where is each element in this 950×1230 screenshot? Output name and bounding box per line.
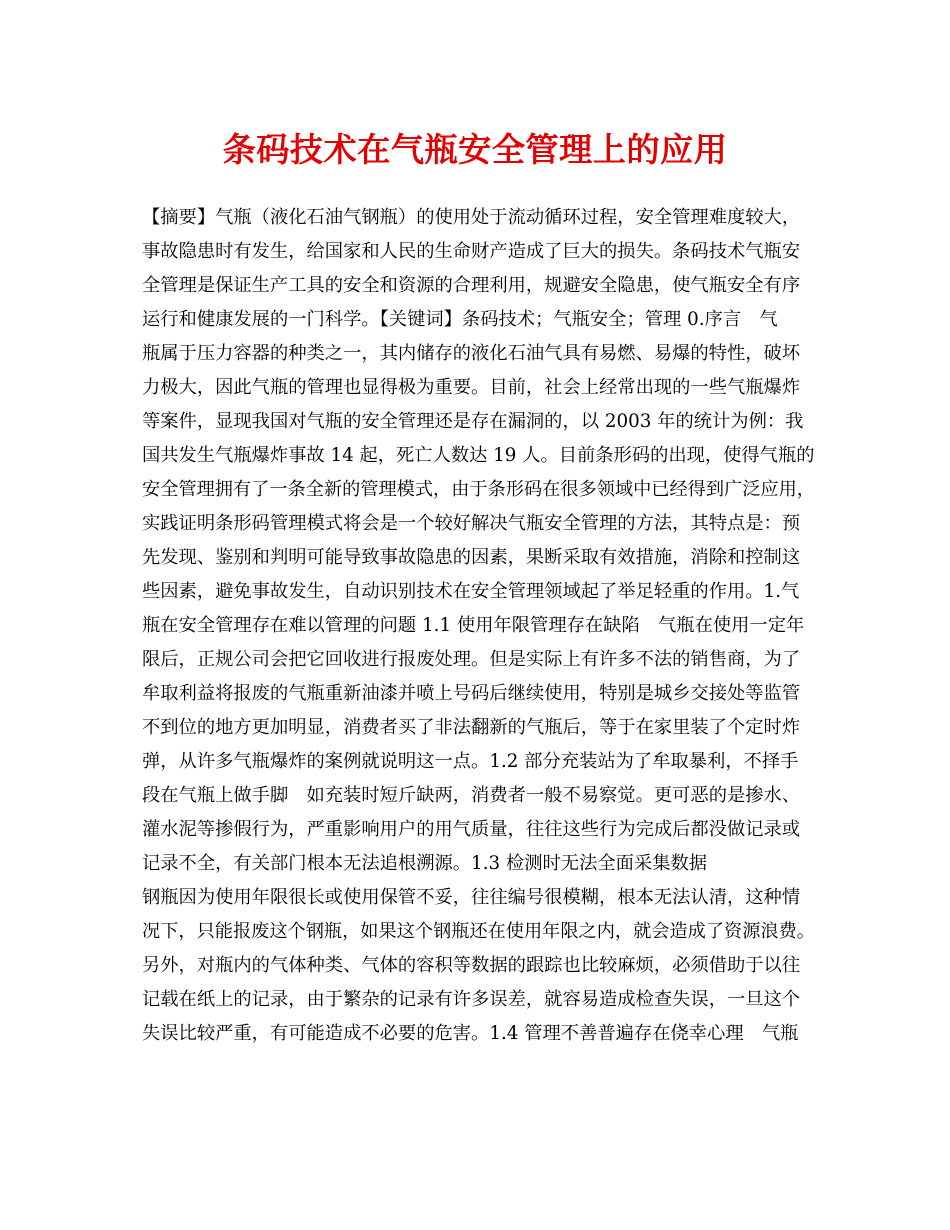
paragraph-line: 况下，只能报废这个钢瓶，如果这个钢瓶还在使用年限之内，就会造成了资源浪费。 [142, 921, 815, 942]
paragraph-line: 限后，正规公司会把它回收进行报废处理。但是实际上有许多不法的销售商，为了 [142, 649, 801, 670]
paragraph-line: 失误比较严重，有可能造成不必要的危害。1.4 管理不善普遍存在侥幸心理 气瓶 [142, 1023, 799, 1044]
paragraph-line: 记载在纸上的记录，由于繁杂的记录有许多误差，就容易造成检查失误，一旦这个 [142, 989, 801, 1010]
paragraph-line: 记录不全，有关部门根本无法追根溯源。1.3 检测时无法全面采集数据 [142, 853, 708, 874]
paragraph-line: 不到位的地方更加明显，消费者买了非法翻新的气瓶后，等于在家里装了个定时炸 [142, 717, 801, 738]
paragraph-line: 事故隐患时有发生，给国家和人民的生命财产造成了巨大的损失。条码技术气瓶安 [142, 241, 801, 262]
paragraph-line: 牟取利益将报废的气瓶重新油漆并喷上号码后继续使用，特别是城乡交接处等监管 [142, 683, 801, 704]
paragraph-line: 灌水泥等掺假行为，严重影响用户的用气质量，往往这些行为完成后都没做记录或 [142, 819, 801, 840]
paragraph-line: 钢瓶因为使用年限很长或使用保管不妥，往往编号很模糊，根本无法认清，这种情 [142, 887, 801, 908]
paragraph-line: 另外，对瓶内的气体种类、气体的容积等数据的跟踪也比较麻烦，必须借助于以往 [142, 955, 801, 976]
paragraph-line: 弹，从许多气瓶爆炸的案例就说明这一点。1.2 部分充装站为了牟取暴利，不择手 [142, 751, 799, 772]
paragraph-line: 国共发生气瓶爆炸事故 14 起，死亡人数达 19 人。目前条形码的出现，使得气瓶的 [142, 445, 815, 466]
paragraph-line: 瓶在安全管理存在难以管理的问题 1.1 使用年限管理存在缺陷 气瓶在使用一定年 [142, 615, 805, 636]
paragraph-line: 等案件，显现我国对气瓶的安全管理还是存在漏洞的，以 2003 年的统计为例：我 [142, 411, 804, 432]
paragraph-line: 安全管理拥有了一条全新的管理模式，由于条形码在很多领域中已经得到广泛应用， [142, 479, 815, 500]
paragraph-line: 实践证明条形码管理模式将会是一个较好解决气瓶安全管理的方法，其特点是：预 [142, 513, 801, 534]
paragraph-line: 些因素，避免事故发生，自动识别技术在安全管理领域起了举足轻重的作用。1.气 [142, 581, 800, 602]
paragraph-line: 运行和健康发展的一门科学。【关键词】条码技术；气瓶安全；管理 0.序言 气 [142, 309, 778, 330]
paragraph-line: 【摘要】气瓶（液化石油气钢瓶）的使用处于流动循环过程，安全管理难度较大， [142, 207, 801, 228]
paragraph-line: 瓶属于压力容器的种类之一，其内储存的液化石油气具有易燃、易爆的特性，破坏 [142, 343, 801, 364]
paragraph-line: 段在气瓶上做手脚 如充装时短斤缺两，消费者一般不易察觉。更可恶的是掺水、 [142, 785, 801, 806]
document-title: 条码技术在气瓶安全管理上的应用 [222, 130, 728, 169]
paragraph-line: 全管理是保证生产工具的安全和资源的合理利用，规避安全隐患，使气瓶安全有序 [142, 275, 801, 296]
paragraph-line: 先发现、鉴别和判明可能导致事故隐患的因素，果断采取有效措施，消除和控制这 [142, 547, 801, 568]
paragraph-line: 力极大，因此气瓶的管理也显得极为重要。目前，社会上经常出现的一些气瓶爆炸 [142, 377, 801, 398]
